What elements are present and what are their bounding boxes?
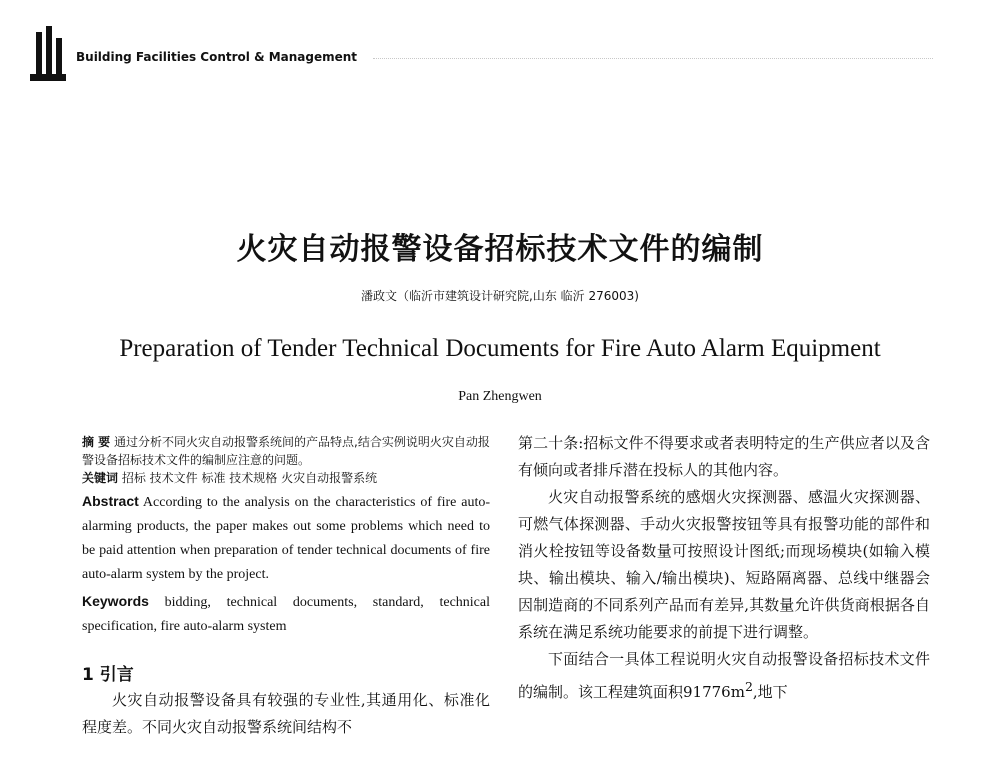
page-header [28,26,968,82]
keywords-en-text: bidding, technical documents, standard, technical specification, fire auto-alarm system [82,595,490,634]
abstract-cn [82,433,490,469]
abstract-en [82,489,490,587]
body-text: ,地下 [752,683,788,701]
body-text: 下面结合一具体工程说明火灾自动报警设备招标技术文件的编制。该工程建筑面积91776m [518,650,930,701]
left-column [82,433,490,741]
article-title-cn: 火灾自动报警设备招标技术文件的编制 [236,232,764,267]
journal-logo-icon [28,26,68,82]
abstract-en-label: Abstract [82,493,139,509]
right-column [518,430,930,706]
header-divider [373,58,933,60]
keywords-cn-text: 招标 技术文件 标准 技术规格 火灾自动报警系统 [121,471,378,485]
body-paragraph: 第二十条:招标文件不得要求或者表明特定的生产供应者以及含有倾向或者排斥潜在投标人的其他内容。 [518,434,930,479]
superscript: 2 [744,679,753,694]
abstract-cn-label: 摘 要 [82,435,111,449]
section-heading: 1 引言 [82,665,134,685]
journal-name: Building Facilities Control & Management [76,50,358,64]
keywords-en-label: Keywords [82,593,149,609]
keywords-cn [82,469,490,487]
body-paragraph: 火灾自动报警系统的感烟火灾探测器、感温火灾探测器、可燃气体探测器、手动火灾报警按钮等具有报警功能的部件和消火栓按钮等设备数量可按照设计图纸;而现场模块(如输入模块、输出模块、输入/输出模块)、短路隔离器、总线中继器会因制造商的不同系列产品而有差异,其数量允许供货商根据各自系统在满足系统功能要求的前提下进行调整。 [518,488,930,641]
author-affiliation-cn: 潘政文（临沂市建筑设计研究院,山东 临沂 276003) [361,289,639,303]
body-paragraph [518,646,930,706]
section-body: 火灾自动报警设备具有较强的专业性,其通用化、标准化程度差。不同火灾自动报警系统间结构不 [82,691,490,736]
keywords-en [82,589,490,639]
author-name-en: Pan Zhengwen [458,389,542,404]
abstract-cn-text: 通过分析不同火灾自动报警系统间的产品特点,结合实例说明火灾自动报警设备招标技术文件的编制应注意的问题。 [82,435,490,467]
keywords-cn-label: 关键词 [82,471,119,485]
abstract-en-text: According to the analysis on the characteristics of fire auto-alarming products, the paper makes out some problems which need to be paid attention when preparation of tender technical documents of fire auto-alarm system by the project. [82,495,490,582]
article-title-en: Preparation of Tender Technical Documents for Fire Auto Alarm Equipment [119,335,881,362]
